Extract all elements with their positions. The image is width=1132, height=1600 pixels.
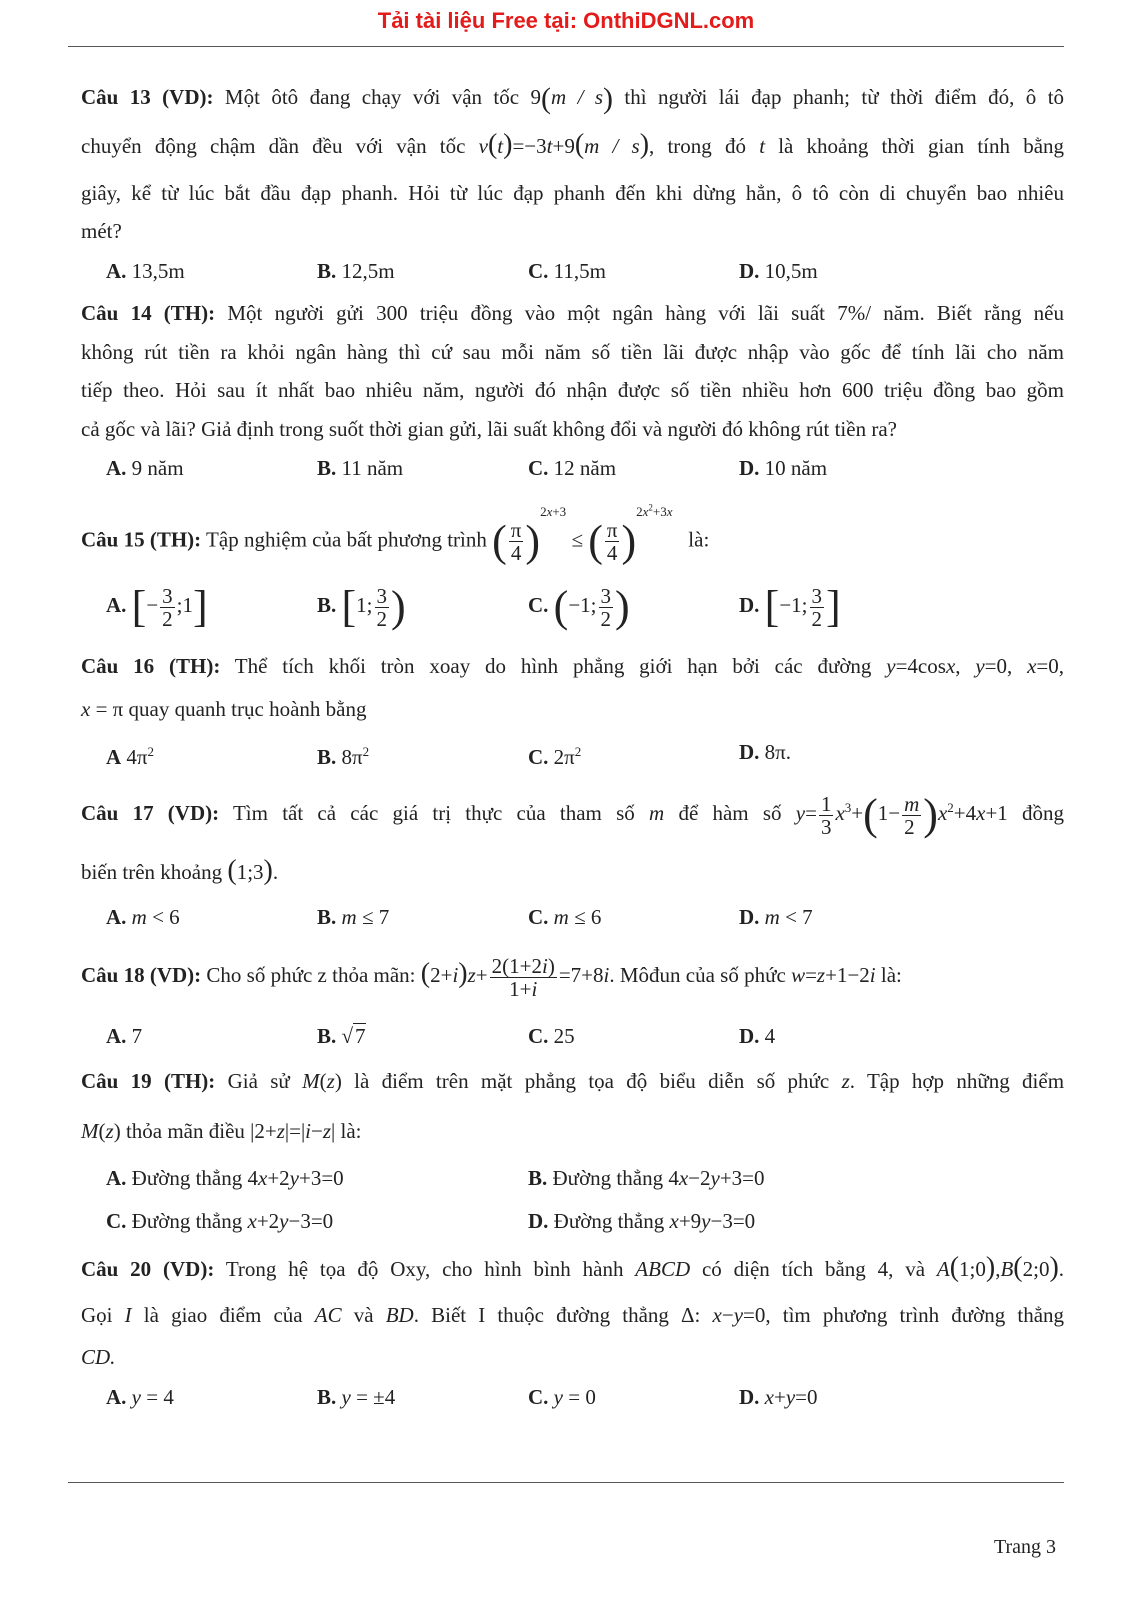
q17-option-d[interactable]: D. m < 7	[739, 905, 813, 929]
q18-line: Câu 18 (VD): Cho số phức z thỏa mãn: (2+i)z+ $\frac{2(1+2i)}{1+i}$ =7+8i. Môđun của số phức w=z+1−2i là:	[81, 953, 902, 1001]
q19-line-1: Câu 19 (TH): Giả sử M(z) là điểm trên mặt phẳng tọa độ biểu diễn số phức z. Tập hợp những điểm	[81, 1069, 1065, 1093]
site-banner[interactable]: Tải tài liệu Free tại: OnthiDGNL.com	[377, 8, 755, 33]
q13-option-d[interactable]: D. 10,5m	[739, 259, 818, 283]
q17-option-a[interactable]: A. m < 6	[106, 905, 180, 929]
q13-line-4: mét?	[81, 219, 122, 243]
q20-option-a[interactable]: A. y = 4	[106, 1385, 174, 1409]
q19-option-a[interactable]: A. Đường thẳng 4x+2y+3=0	[106, 1166, 344, 1190]
q15-option-b[interactable]: B. [1; $\frac{3}{2}$ )	[317, 582, 406, 632]
q16-option-d[interactable]: D. 8π.	[739, 740, 792, 764]
q19-option-b[interactable]: B. Đường thẳng 4x−2y+3=0	[528, 1166, 765, 1190]
q13-option-a[interactable]: A. 13,5m	[106, 259, 185, 283]
page-number: Trang 3	[993, 1536, 1056, 1558]
q20-line-2: Gọi I là giao điểm của AC và BD. Biết I thuộc đường thẳng Δ: x−y=0, tìm phương trình đường thẳng	[81, 1303, 1065, 1327]
q14-option-a[interactable]: A. 9 năm	[106, 456, 184, 480]
q19-line-2: M(z) thỏa mãn điều |2+z|=|i−z| là:	[81, 1119, 362, 1143]
q13-option-c[interactable]: C. 11,5m	[528, 259, 606, 283]
q16-option-b[interactable]: B. $8\pi^2$	[317, 744, 370, 769]
q19-option-d[interactable]: D. Đường thẳng x+9y−3=0	[528, 1209, 756, 1233]
q15-option-c[interactable]: C. (−1; $\frac{3}{2}$ )	[528, 582, 630, 632]
q20-option-b[interactable]: B. y = ±4	[317, 1385, 396, 1409]
q20-line-1: Câu 20 (VD): Trong hệ tọa độ Oxy, cho hình bình hành ABCD có diện tích bằng 4, và A(1;0),B(2;0).	[81, 1252, 1065, 1283]
q14-option-b[interactable]: B. 11 năm	[317, 456, 404, 480]
q20-line-3: CD.	[81, 1345, 116, 1369]
footer-divider	[68, 1482, 1064, 1483]
q18-option-a[interactable]: A. 7	[106, 1024, 143, 1048]
q14-line-2: không rút tiền ra khỏi ngân hàng thì cứ sau mỗi năm số tiền lãi được nhập vào gốc để tính lãi cho năm	[81, 340, 1064, 364]
q16-line-1: Câu 16 (TH): Thể tích khối tròn xoay do hình phẳng giới hạn bởi các đường y=4cosx, y=0, x=0,	[81, 654, 1065, 678]
q16-option-c[interactable]: C. $2\pi^2$	[528, 744, 582, 769]
q20-option-c[interactable]: C. y = 0	[528, 1385, 596, 1409]
q20-option-d[interactable]: D. x+y=0	[739, 1385, 818, 1409]
q13-line-2: chuyển động chậm dần đều với vận tốc v(t)=−3t+9(m / s), trong đó t là khoảng thời gian tính bằng	[81, 129, 1065, 160]
q18-option-b[interactable]: B. √7	[317, 1024, 366, 1048]
q16-option-a[interactable]: A $4\pi^2$	[106, 744, 155, 769]
q17-option-b[interactable]: B. m ≤ 7	[317, 905, 390, 929]
q14-line-3: tiếp theo. Hỏi sau ít nhất bao nhiêu năm, người đó nhận được số tiền nhiều hơn 600 triệu đồng bao gồm	[81, 378, 1064, 402]
q16-line-2: x = π quay quanh trục hoành bằng	[81, 697, 367, 721]
q13-option-b[interactable]: B. 12,5m	[317, 259, 395, 283]
q14-option-c[interactable]: C. 12 năm	[528, 456, 617, 480]
q18-option-c[interactable]: C. 25	[528, 1024, 575, 1048]
q17-option-c[interactable]: C. m ≤ 6	[528, 905, 602, 929]
header-divider	[68, 46, 1064, 47]
q13-line-3: giây, kể từ lúc bắt đầu đạp phanh. Hỏi từ lúc đạp phanh đến khi dừng hẳn, ô tô còn di chuyển bao nhiêu	[81, 181, 1064, 205]
q14-line-4: cả gốc và lãi? Giả định trong suốt thời gian gửi, lãi suất không đổi và người đó không rút tiền ra?	[81, 417, 897, 441]
q17-line-1: Câu 17 (VD): Tìm tất cả các giá trị thực của tham số m để hàm số y= $\frac{1}{3}$ $x^3+(1-$ $\frac{m}{2}$ )$x^2+4x+1$ đồng	[81, 790, 1065, 840]
q15-option-d[interactable]: D. [−1; $\frac{3}{2}$ ]	[739, 582, 841, 632]
q15-line: Câu 15 (TH): Tập nghiệm của bất phương trình ( $\frac{\pi}{4}$ )$^{2x+3}$ ≤ ( $\frac{\pi}{4}$ )$^{2x^2+3x}$ là:	[81, 503, 710, 566]
q14-line-1: Câu 14 (TH): Một người gửi 300 triệu đồng vào một ngân hàng với lãi suất 7%/ năm. Biết rằng nếu	[81, 301, 1065, 325]
q14-option-d[interactable]: D. 10 năm	[739, 456, 828, 480]
q18-option-d[interactable]: D. 4	[739, 1024, 776, 1048]
q17-line-2: biến trên khoảng (1;3).	[81, 855, 279, 886]
q19-option-c[interactable]: C. Đường thẳng x+2y−3=0	[106, 1209, 334, 1233]
q15-option-a[interactable]: A. [− $\frac{3}{2}$ ;1]	[106, 582, 208, 632]
q13-line-1: Câu 13 (VD): Một ôtô đang chạy với vận tốc 9(m / s) thì người lái đạp phanh; từ thời điểm đó, ô tô	[81, 82, 1065, 116]
